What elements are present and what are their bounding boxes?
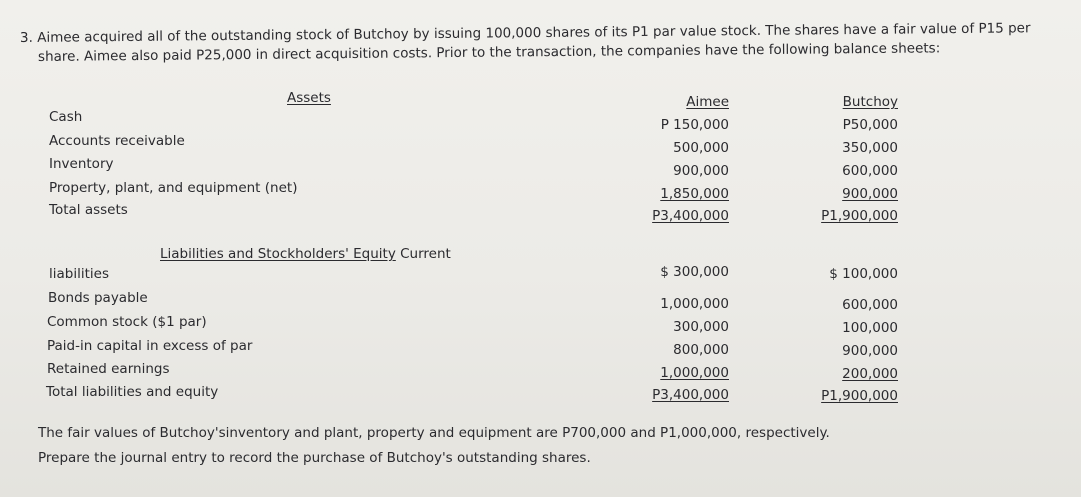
asset-butchoy-receivable: 350,000 <box>842 140 898 156</box>
column-header-butchoy: Butchoy <box>842 94 898 110</box>
asset-butchoy-total: P1,900,000 <box>821 208 898 224</box>
journal-entry-instruction: Prepare the journal entry to record the purchase of Butchoy's outstanding shares. <box>38 450 591 466</box>
asset-label-receivable: Accounts receivable <box>49 133 185 149</box>
asset-aimee-receivable: 500,000 <box>673 140 729 156</box>
asset-butchoy-cash: P50,000 <box>842 117 898 133</box>
asset-label-ppe: Property, plant, and equipment (net) <box>49 180 298 196</box>
liability-label-current: liabilities <box>49 266 109 282</box>
liability-label-total: Total liabilities and equity <box>46 384 219 400</box>
liability-aimee-paid-in-capital: 800,000 <box>673 342 729 358</box>
liability-butchoy-retained-earnings: 200,000 <box>842 366 898 382</box>
liability-label-common-stock: Common stock ($1 par) <box>47 314 207 330</box>
problem-intro-line-1: 3. Aimee acquired all of the outstanding stock of Butchoy by issuing 100,000 shares of its P1 par value stock. The shares have a fair value of P15 per <box>19 20 1031 46</box>
column-header-aimee: Aimee <box>686 94 729 110</box>
asset-label-inventory: Inventory <box>49 156 114 172</box>
liability-label-bonds: Bonds payable <box>48 290 148 306</box>
liability-aimee-total: P3,400,000 <box>652 387 729 403</box>
problem-intro-line-2: share. Aimee also paid P25,000 in direct acquisition costs. Prior to the transaction, the companies have the following balance sheets: <box>37 40 941 65</box>
liability-butchoy-bonds: 600,000 <box>842 297 898 313</box>
liability-butchoy-paid-in-capital: 900,000 <box>842 343 898 359</box>
liability-butchoy-current: $ 100,000 <box>829 266 898 282</box>
asset-label-total: Total assets <box>49 202 128 218</box>
asset-aimee-ppe: 1,850,000 <box>660 186 729 202</box>
assets-heading: Assets <box>287 90 331 106</box>
liability-aimee-common-stock: 300,000 <box>673 319 729 335</box>
liability-aimee-retained-earnings: 1,000,000 <box>660 365 729 381</box>
liability-butchoy-total: P1,900,000 <box>821 388 898 404</box>
asset-butchoy-ppe: 900,000 <box>842 186 898 202</box>
asset-aimee-cash: P 150,000 <box>660 117 729 133</box>
asset-label-cash: Cash <box>49 109 83 125</box>
asset-aimee-total: P3,400,000 <box>652 208 729 224</box>
liability-aimee-current: $ 300,000 <box>660 264 729 280</box>
liabilities-heading-text: Liabilities and Stockholders' Equity <box>160 246 396 262</box>
liability-butchoy-common-stock: 100,000 <box>842 320 898 336</box>
fair-value-note: The fair values of Butchoy'sinventory and plant, property and equipment are P700,000 and P1,000,000, respectively. <box>38 425 830 441</box>
liabilities-heading-suffix: Current <box>395 246 451 262</box>
liability-label-retained-earnings: Retained earnings <box>47 361 170 377</box>
liabilities-heading <box>160 246 451 262</box>
liability-aimee-bonds: 1,000,000 <box>660 296 729 312</box>
liability-label-paid-in-capital: Paid-in capital in excess of par <box>47 338 253 354</box>
asset-aimee-inventory: 900,000 <box>673 163 729 179</box>
asset-butchoy-inventory: 600,000 <box>842 163 898 179</box>
